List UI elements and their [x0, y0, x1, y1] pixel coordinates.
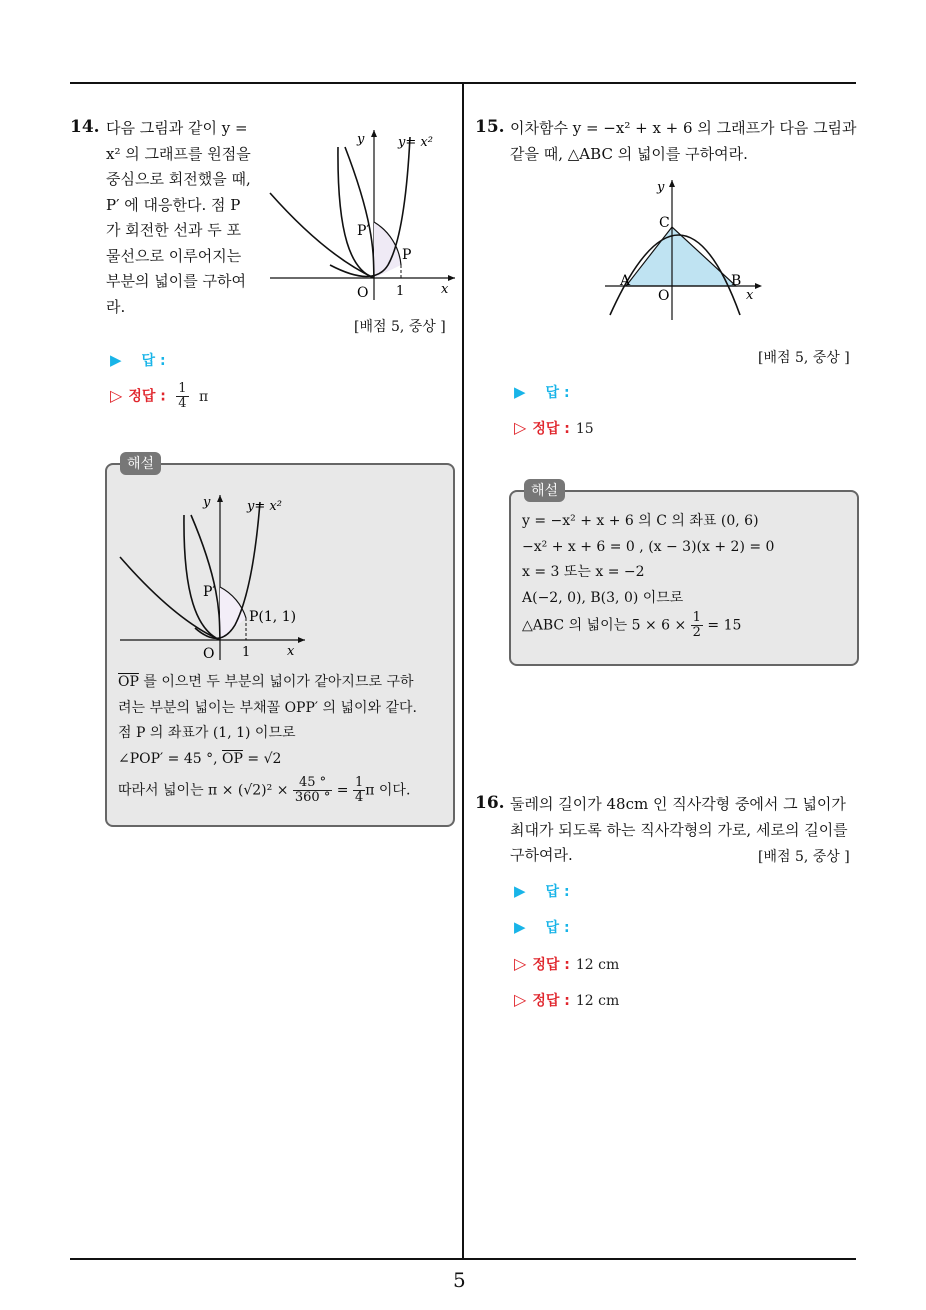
- correct-label: 정답 :: [128, 388, 166, 405]
- correct-tail: π: [199, 388, 209, 405]
- origin-label: O: [357, 285, 369, 301]
- solution-line: A(−2, 0), B(3, 0) 이므로: [522, 589, 684, 606]
- x-axis-arrow-icon: [755, 283, 762, 289]
- solution-line: x = 3 또는 x = −2: [522, 564, 645, 580]
- page-number: 5: [453, 1268, 466, 1292]
- answer-arrow-icon: ▶: [514, 882, 526, 900]
- q15-correct-row: [514, 418, 594, 438]
- q16-answer-row-1: [514, 881, 570, 901]
- tick-one-label: 1: [396, 284, 405, 299]
- q15-answer-row: [514, 382, 570, 402]
- x-axis-label: x: [441, 282, 449, 297]
- q16-number: 16.: [475, 793, 505, 813]
- solution-line: −x² + x + 6 = 0 , (x − 3)(x + 2) = 0: [522, 538, 775, 555]
- x-axis-label: x: [746, 288, 754, 303]
- q14-number: 14.: [70, 117, 100, 137]
- q14-solution-figure: [115, 490, 315, 665]
- origin-label: O: [658, 288, 670, 304]
- correct-fraction: $\frac{1}{4}$: [178, 381, 187, 411]
- q16-meta: [배점 5, 중상 ]: [758, 849, 850, 865]
- y-axis-label: y: [203, 495, 211, 510]
- q16-answer-row-2: [514, 917, 570, 937]
- correct-value: 12 cm: [575, 993, 620, 1009]
- correct-label: 정답 :: [532, 421, 570, 437]
- q15-line: 같을 때, △ABC 의 넓이를 구하여라.: [510, 144, 748, 163]
- parabola-rotated-right: [345, 147, 374, 278]
- bottom-rule: [70, 1258, 856, 1260]
- q14-line: 물선으로 이루어지는: [106, 246, 242, 265]
- q14-answer-row: [110, 350, 166, 370]
- q14-line: x² 의 그래프를 원점을: [106, 144, 251, 163]
- parabola-rotated-left: [338, 147, 374, 278]
- column-divider: [462, 83, 464, 1258]
- q14-text: [106, 116, 262, 320]
- sector-shade: [220, 587, 246, 640]
- q14-correct-row: [110, 382, 208, 411]
- solution-line: △ABC 의 넓이는 5 × 6 × $\frac{1}{2}$ = 15: [522, 610, 742, 640]
- correct-value: 12 cm: [575, 957, 620, 973]
- y-axis-arrow-icon: [669, 180, 675, 187]
- tick-one-label: 1: [242, 645, 251, 660]
- answer-arrow-icon: ▶: [514, 918, 526, 936]
- answer-label: 답 :: [545, 884, 570, 900]
- x-axis-label: x: [287, 644, 295, 659]
- curve-label: y= x²: [398, 135, 433, 150]
- curve-label: y= x²: [247, 499, 282, 514]
- q14-line: 중심으로 회전했을 때,: [106, 170, 251, 188]
- solution-line: ∠POP′ = 45 °, $\overline{OP} = √2$: [118, 750, 282, 767]
- q16-line: 구하여라.: [510, 846, 573, 864]
- q16-line: 최대가 되도록 하는 직사각형의 가로, 세로의 길이를: [510, 820, 848, 839]
- answer-label: 답 :: [141, 353, 166, 369]
- p-label: P(1, 1): [249, 609, 297, 625]
- answer-label: 답 :: [545, 920, 570, 936]
- p-prime-label: P′: [357, 223, 370, 239]
- answer-label: 답 :: [545, 385, 570, 401]
- q15-text: [510, 116, 860, 167]
- correct-label: 정답 :: [532, 993, 570, 1009]
- point-a-label: A: [620, 273, 631, 289]
- q16-line: 둘레의 길이가 48cm 인 직사각형 중에서 그 넓이가: [510, 795, 846, 813]
- solution-line: $\overline{OP}$ 를 이으면 두 부분의 넓이가 같아지므로 구하: [118, 674, 414, 690]
- answer-arrow-icon: ▶: [110, 351, 122, 369]
- q14-meta: [배점 5, 중상 ]: [354, 319, 446, 335]
- q15-solution-tag: 해설: [524, 479, 565, 502]
- q14-solution-tag: 해설: [120, 452, 161, 475]
- q15-figure: [600, 175, 770, 320]
- x-axis-arrow-icon: [298, 637, 305, 643]
- correct-arrow-icon: ▷: [514, 418, 527, 437]
- solution-line: y = −x² + x + 6 의 C 의 좌표 (0, 6): [522, 513, 759, 529]
- correct-value: 15: [575, 421, 594, 437]
- q16-correct-row-1: [514, 954, 619, 974]
- correct-arrow-icon: ▷: [514, 954, 527, 973]
- q15-number: 15.: [475, 117, 505, 137]
- answer-arrow-icon: ▶: [514, 383, 526, 401]
- y-axis-label: y: [357, 132, 365, 147]
- p-prime-label: P′: [203, 584, 216, 600]
- q14-line: P′ 에 대응한다. 점 P: [106, 195, 241, 214]
- solution-line: 려는 부분의 넓이는 부채꼴 OPP′ 의 넓이와 같다.: [118, 699, 418, 716]
- y-axis-label: y: [657, 180, 665, 195]
- q14-solution-text: [118, 670, 448, 805]
- correct-arrow-icon: ▷: [110, 385, 123, 405]
- origin-label: O: [203, 646, 215, 662]
- q14-figure: [265, 125, 460, 305]
- p-label: P: [402, 247, 412, 263]
- q14-line: 라.: [106, 297, 126, 316]
- solution-line: 따라서 넓이는 π × (√2)² × $\frac{45 ^\circ}{360 ^\circ}$ = $\frac{1}{4}$ π 이다.: [118, 775, 411, 805]
- parabola-rotated-right: [191, 515, 220, 640]
- q15-solution-text: [522, 509, 852, 640]
- q15-meta: [배점 5, 중상 ]: [758, 350, 850, 366]
- q16-correct-row-2: [514, 990, 619, 1010]
- correct-label: 정답 :: [532, 957, 570, 973]
- point-c-label: C: [659, 215, 670, 231]
- correct-arrow-icon: ▷: [514, 990, 527, 1009]
- y-axis-arrow-icon: [371, 130, 377, 137]
- point-b-label: B: [731, 273, 742, 289]
- q14-line: 다음 그림과 같이 y =: [106, 119, 248, 137]
- solution-line: 점 P 의 좌표가 (1, 1) 이므로: [118, 725, 296, 741]
- x-axis-arrow-icon: [448, 275, 455, 281]
- q14-line: 가 회전한 선과 두 포: [106, 221, 241, 239]
- q14-line: 부분의 넓이를 구하여: [106, 272, 246, 290]
- y-axis-arrow-icon: [217, 495, 223, 502]
- q15-line: 이차함수 y = −x² + x + 6 의 그래프가 다음 그림과: [510, 119, 857, 137]
